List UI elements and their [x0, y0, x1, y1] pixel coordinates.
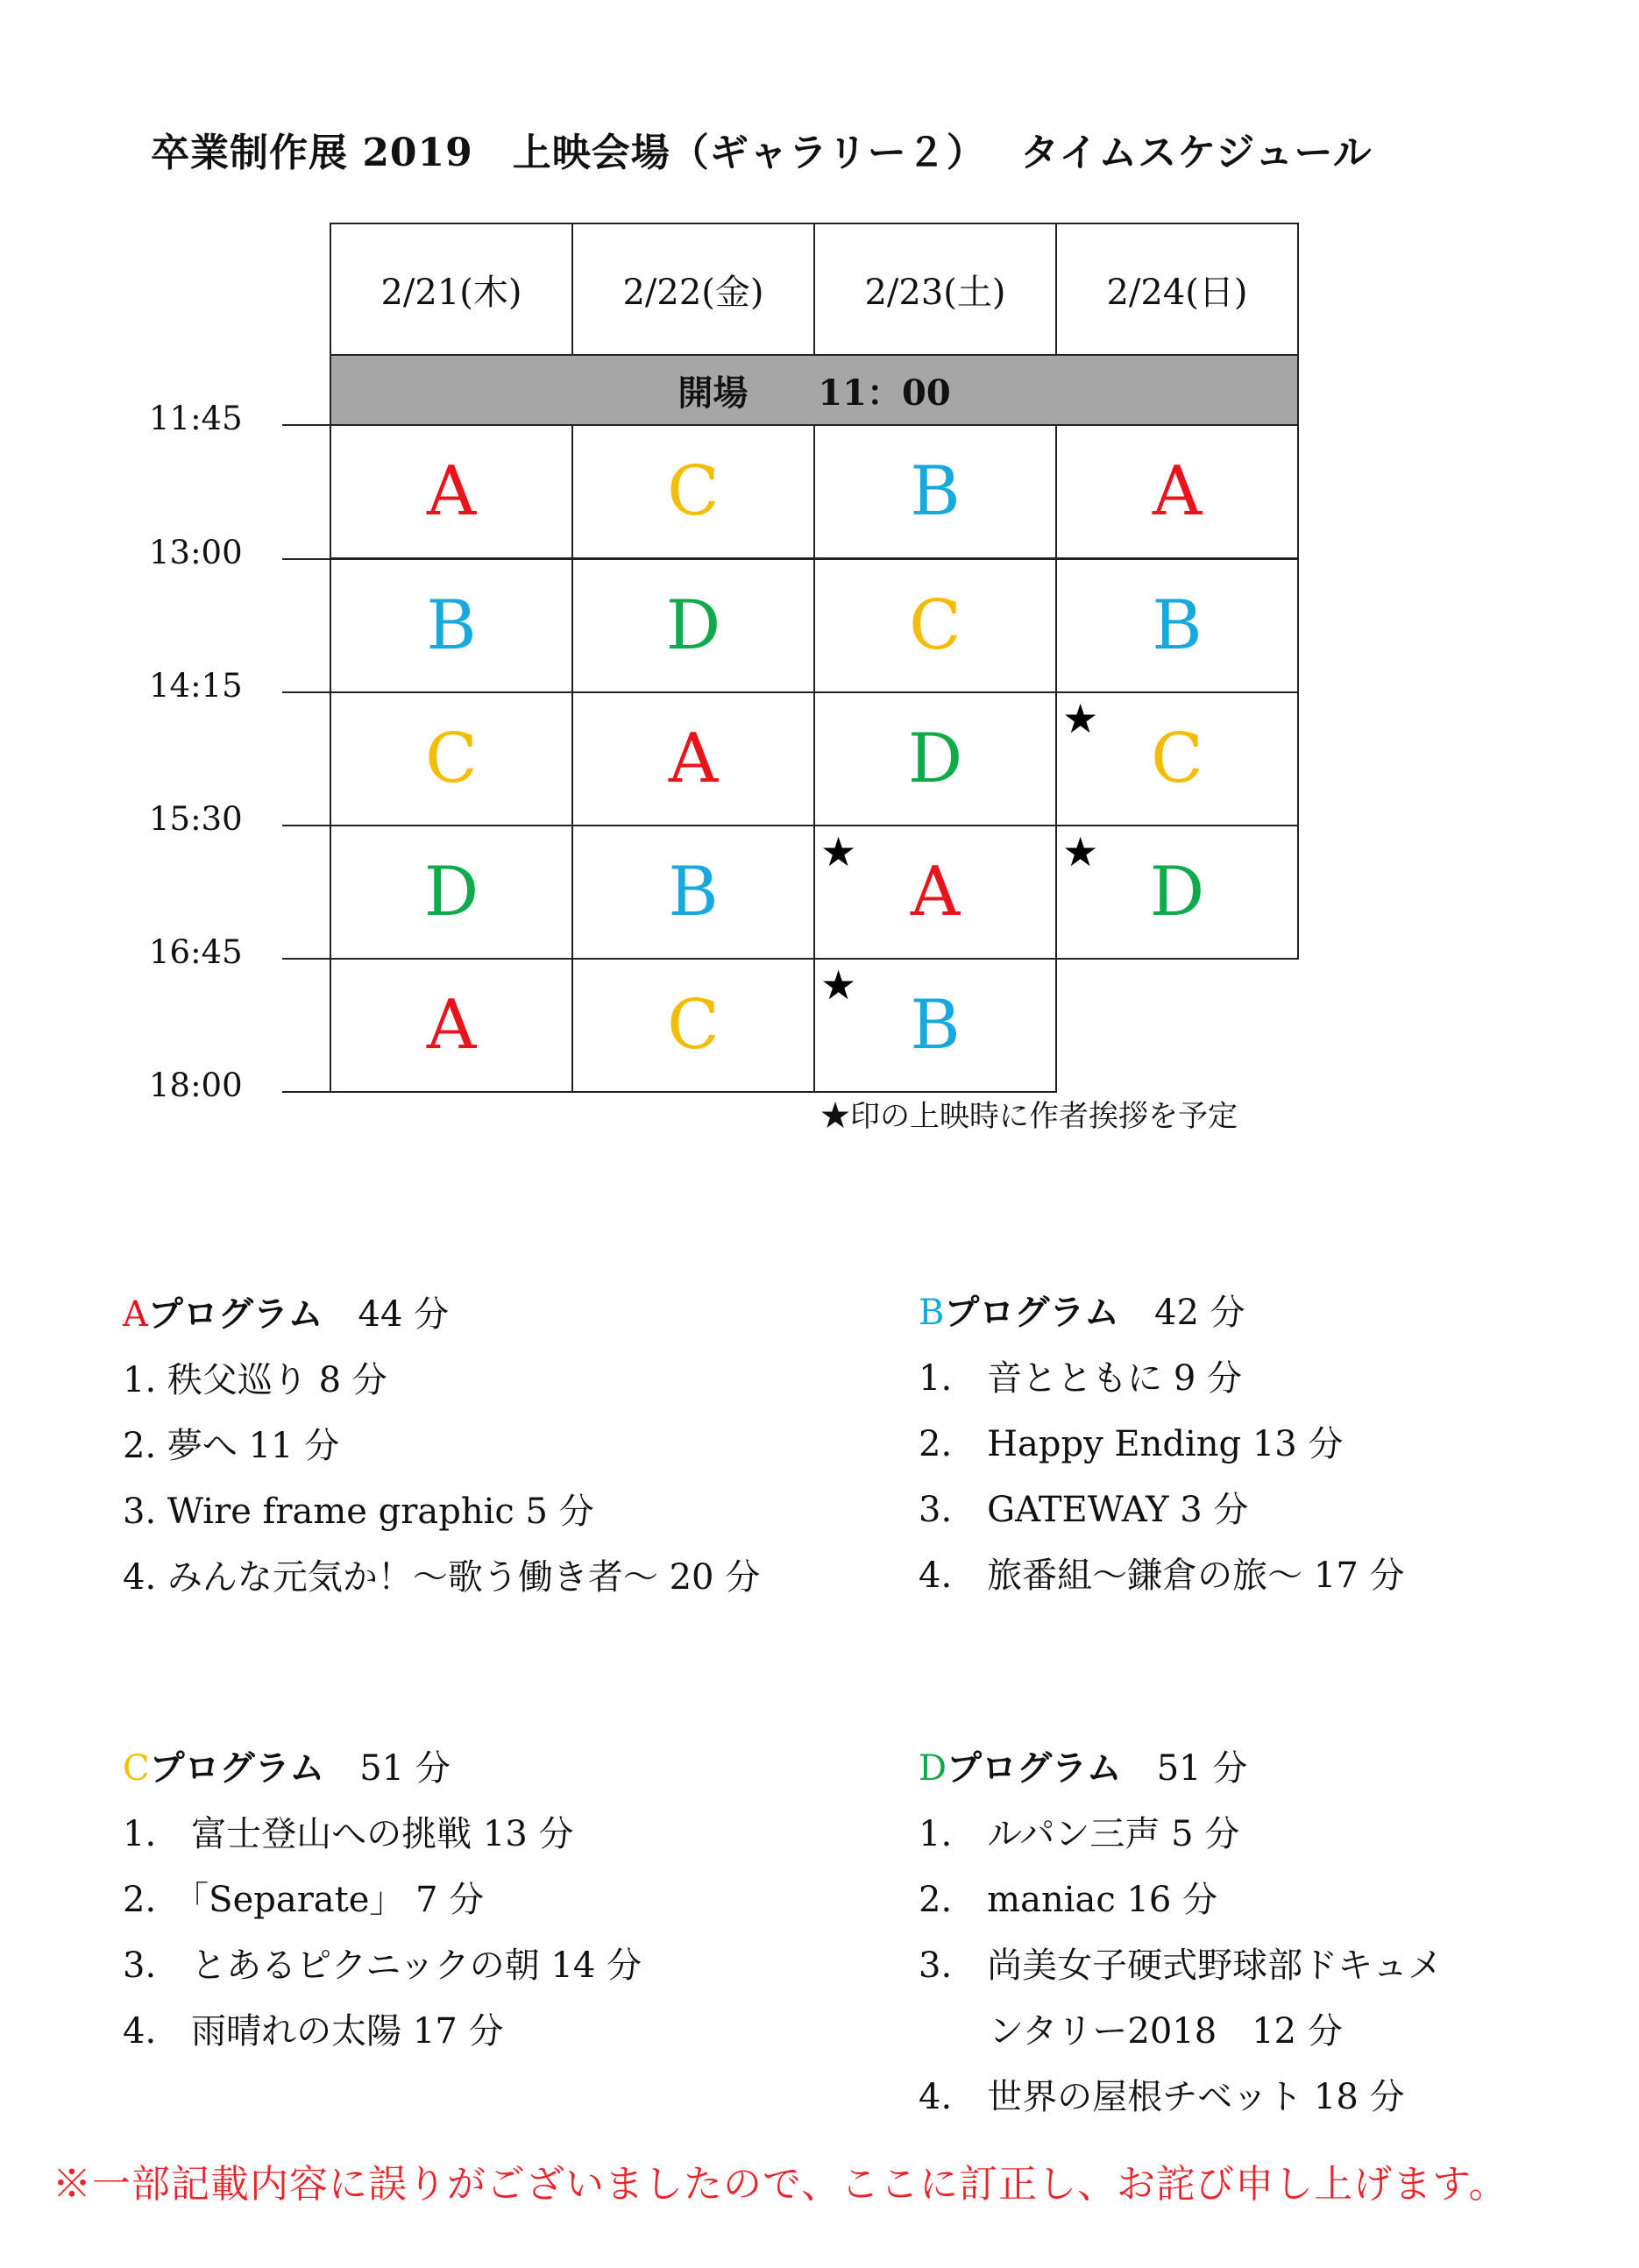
program-a [123, 1281, 841, 1611]
program-item: 4. 雨晴れの太陽 17 分 [123, 2011, 504, 2052]
schedule-cell [571, 691, 815, 826]
program-item: 1. ルパン三声 5 分 [919, 1814, 1240, 1854]
program-letter: B [919, 1293, 945, 1333]
program-c [123, 1735, 841, 2065]
schedule-cell [330, 958, 573, 1093]
schedule-cell [571, 825, 815, 960]
program-letter: C [667, 986, 720, 1065]
program-item: 3. GATEWAY 3 分 [919, 1490, 1249, 1530]
program-item: 2. 夢へ 11 分 [123, 1426, 340, 1466]
schedule-cell [571, 958, 815, 1093]
time-label: 15:30 [149, 800, 243, 838]
greeting-note: ★印の上映時に作者挨拶を予定 [820, 1099, 1238, 1134]
program-label: プログラム [147, 1293, 323, 1335]
program-item: 4. 旅番組～鎌倉の旅～ 17 分 [919, 1556, 1405, 1596]
time-label: 13:00 [149, 534, 243, 571]
program-heading [123, 1281, 841, 1348]
program-d [919, 1735, 1637, 2130]
schedule-cell [330, 558, 573, 693]
star-icon: ★ [820, 828, 857, 875]
program-letter: A [1152, 452, 1203, 531]
schedule-cell [330, 424, 573, 559]
day-header: 2/21(木) [330, 223, 573, 356]
star-icon: ★ [1062, 695, 1099, 742]
schedule-cell [571, 558, 815, 693]
schedule-cell [1055, 558, 1299, 693]
program-item: 3. 尚美女子硬式野球部ドキュメ [919, 1946, 1444, 1986]
program-duration: 51 分 [1156, 1748, 1248, 1789]
time-tick [282, 958, 331, 960]
schedule-cell [1055, 825, 1299, 960]
program-letter: C [1151, 719, 1203, 798]
time-label: 11:45 [149, 400, 243, 437]
schedule-cell [813, 825, 1057, 960]
correction-notice: ※一部記載内容に誤りがございましたので、ここに訂正し、お詫び申し上げます。 [53, 2162, 1508, 2207]
program-letter: D [665, 586, 721, 665]
schedule-cell [813, 691, 1057, 826]
program-item: 3. とあるピクニックの朝 14 分 [123, 1946, 642, 1986]
program-heading [123, 1735, 841, 1802]
program-label: プログラム [944, 1292, 1120, 1333]
program-item: 1. 富士登山への挑戦 13 分 [123, 1814, 574, 1854]
day-header: 2/22(金) [571, 223, 815, 356]
schedule-cell [813, 958, 1057, 1093]
time-tick [282, 825, 331, 826]
schedule-cell [571, 424, 815, 559]
time-label: 18:00 [149, 1067, 243, 1104]
time-label: 16:45 [149, 933, 243, 971]
program-item: 1. 音とともに 9 分 [919, 1358, 1243, 1399]
schedule-cell [330, 825, 573, 960]
program-duration: 51 分 [359, 1748, 451, 1789]
time-label: 14:15 [149, 667, 243, 705]
program-item: 4. 世界の屋根チベット 18 分 [919, 2077, 1405, 2117]
program-item: 4. みんな元気か！～歌う働き者～ 20 分 [123, 1557, 761, 1598]
program-letter: A [426, 986, 477, 1065]
time-tick [282, 691, 331, 693]
program-b [919, 1279, 1637, 1609]
schedule-cell [813, 424, 1057, 559]
program-letter: B [1152, 586, 1203, 665]
day-header: 2/23(土) [813, 223, 1057, 356]
opening-time-bar: 開場 11：00 [330, 354, 1299, 426]
program-letter: C [667, 452, 720, 531]
star-icon: ★ [820, 961, 857, 1009]
program-letter: D [907, 719, 963, 798]
program-heading [919, 1735, 1637, 1802]
program-letter: B [910, 986, 961, 1065]
schedule-cell [813, 558, 1057, 693]
program-letter: A [910, 853, 961, 932]
program-item: 3. Wire frame graphic 5 分 [123, 1492, 594, 1532]
program-label: プログラム [947, 1747, 1122, 1789]
program-item: 1. 秩父巡り 8 分 [123, 1360, 387, 1400]
program-letter: C [123, 1748, 150, 1789]
program-letter: D [1149, 853, 1205, 932]
program-item: 2. maniac 16 分 [919, 1880, 1218, 1920]
program-letter: A [426, 452, 477, 531]
program-letter: B [426, 586, 477, 665]
star-icon: ★ [1062, 828, 1099, 875]
page-title: 卒業制作展 2019 上映会場（ギャラリー２） タイムスケジュール [151, 131, 1373, 175]
time-tick [282, 558, 331, 560]
program-letter: C [425, 719, 478, 798]
program-letter: B [910, 452, 961, 531]
program-duration: 44 分 [358, 1294, 450, 1335]
program-letter: A [668, 719, 719, 798]
program-item: ンタリー2018 12 分 [919, 2011, 1343, 2052]
program-letter: B [668, 853, 719, 932]
program-duration: 42 分 [1154, 1293, 1245, 1333]
schedule-cell [1055, 691, 1299, 826]
schedule-cell [1055, 424, 1299, 559]
program-letter: A [123, 1294, 148, 1335]
day-header: 2/24(日) [1055, 223, 1299, 356]
program-label: プログラム [149, 1747, 325, 1789]
schedule-cell [330, 691, 573, 826]
program-item: 2. Happy Ending 13 分 [919, 1424, 1344, 1464]
program-heading [919, 1279, 1637, 1346]
program-letter: D [423, 853, 479, 932]
program-item: 2. 「Separate」 7 分 [123, 1880, 485, 1920]
program-letter: C [909, 586, 961, 665]
time-tick [282, 424, 331, 426]
program-letter: D [919, 1748, 947, 1789]
